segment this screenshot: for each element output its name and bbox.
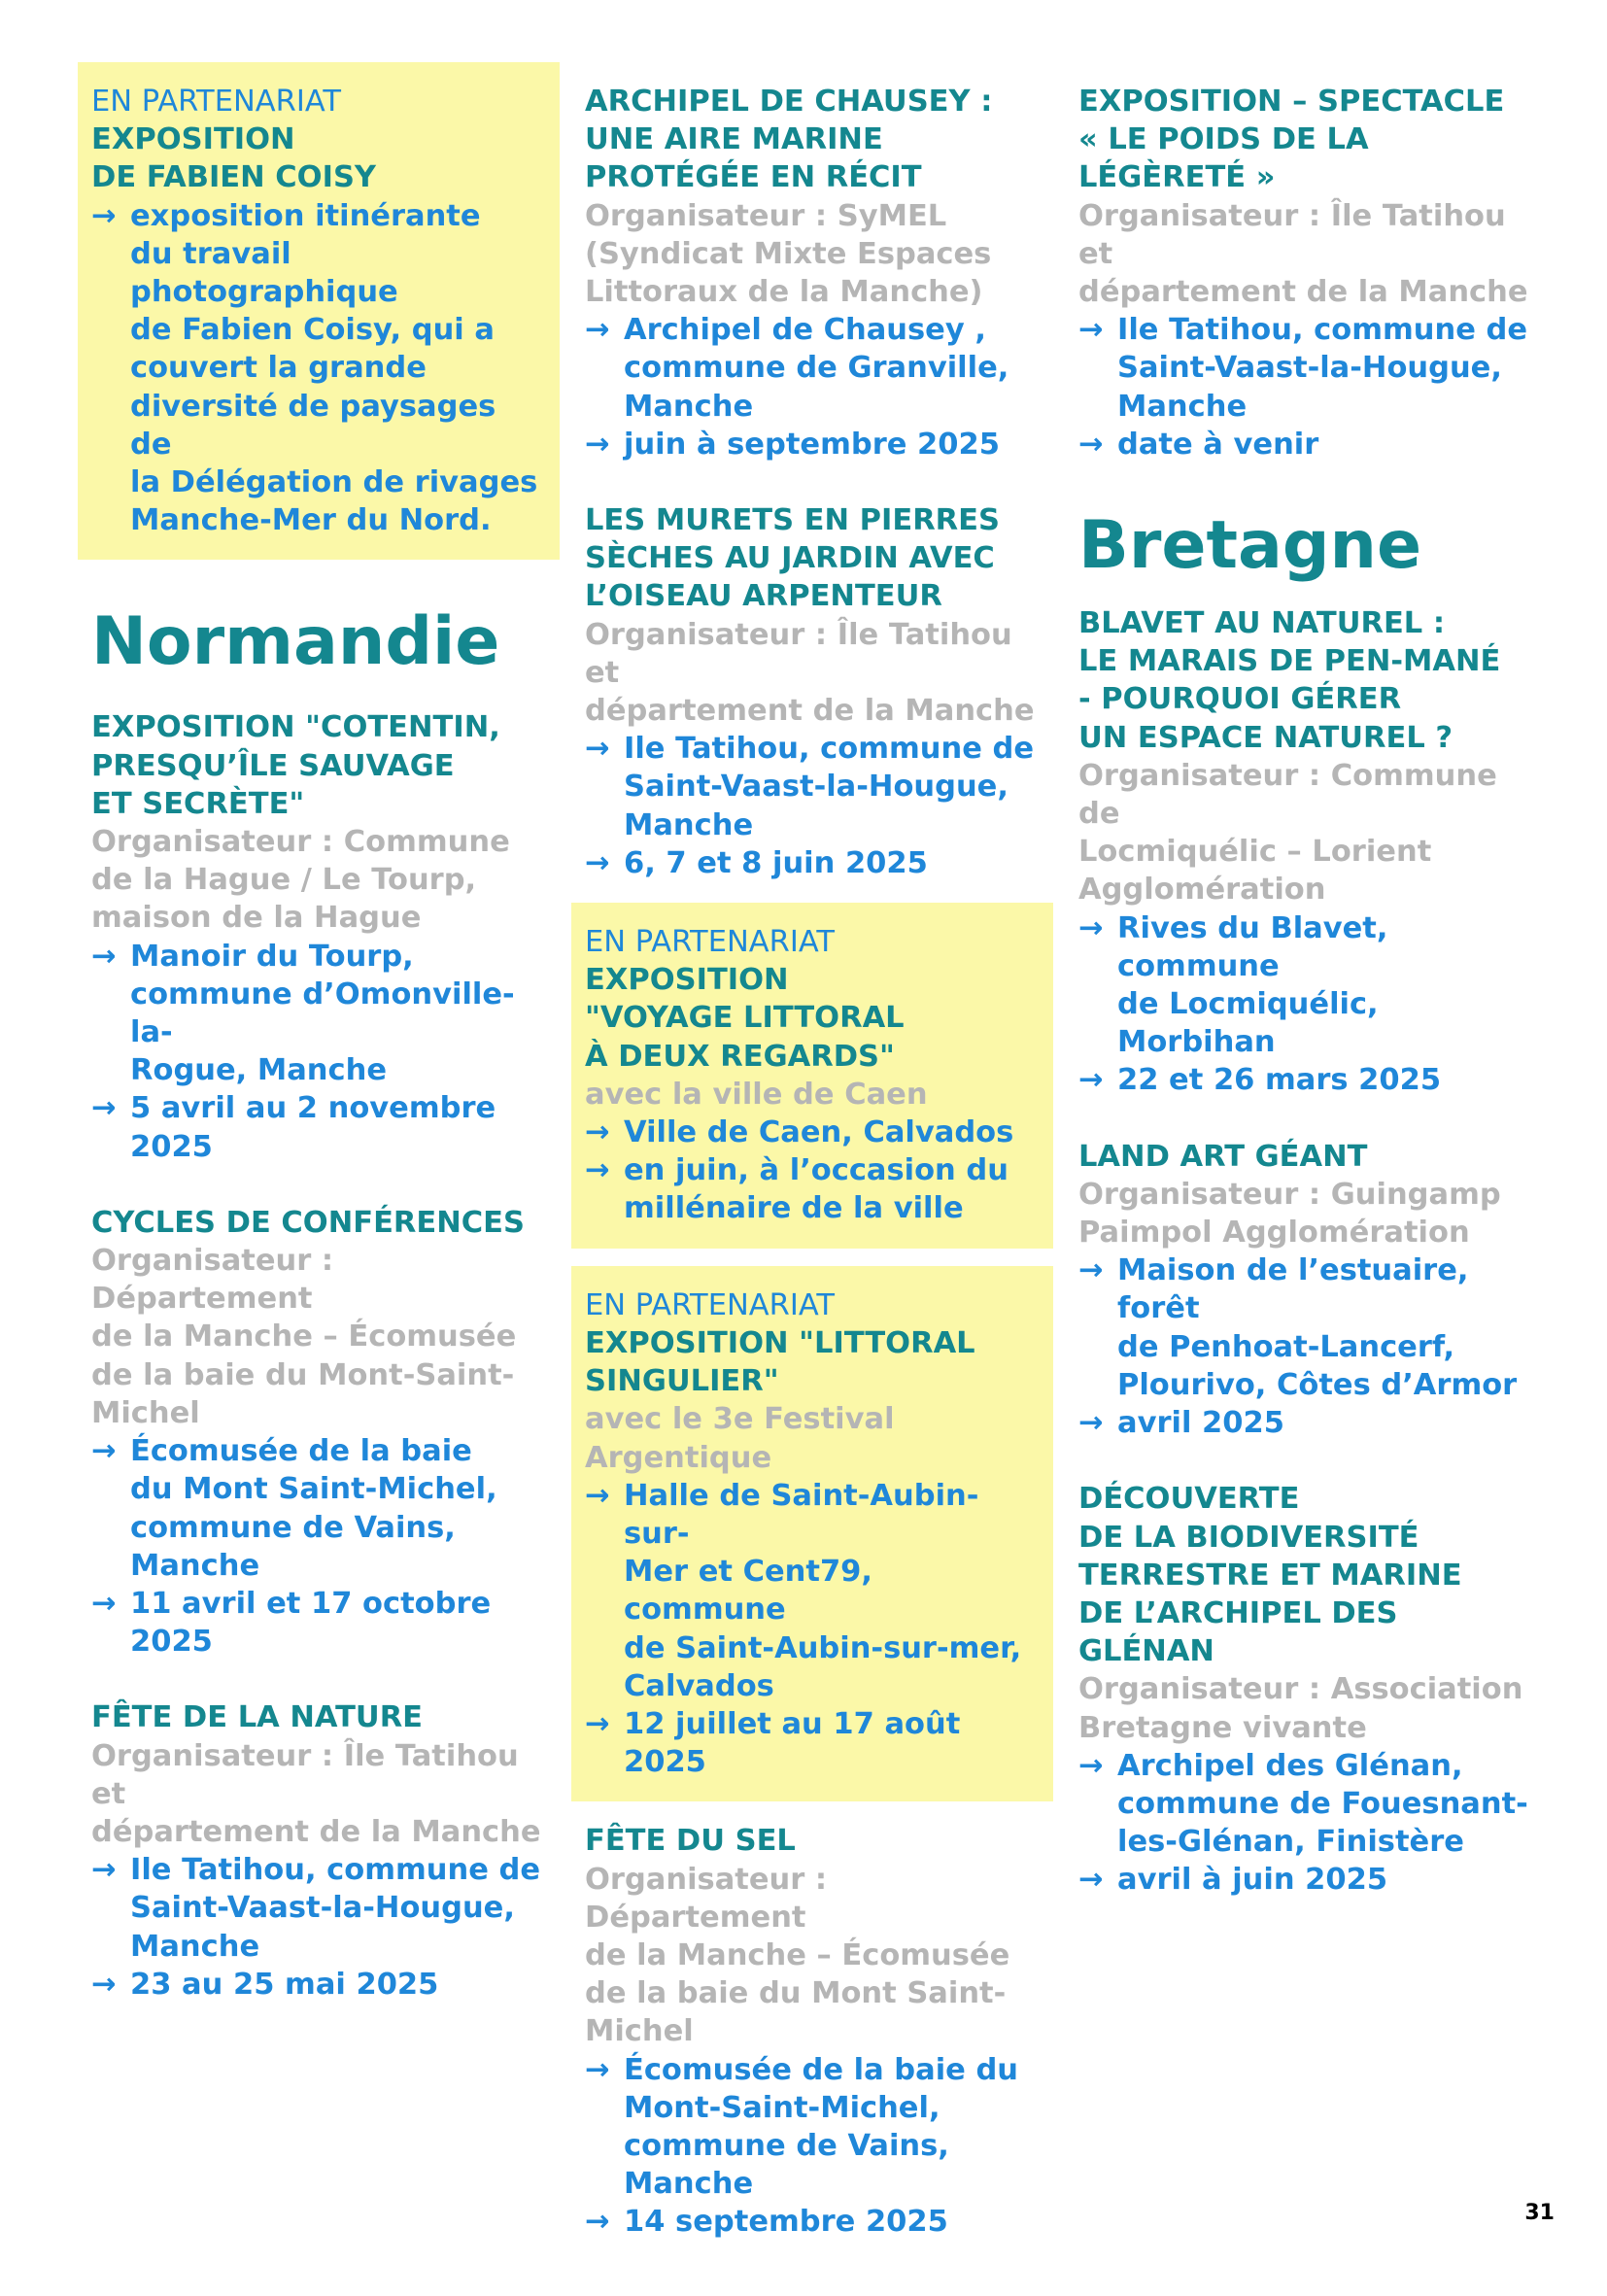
date-bullet	[585, 426, 1040, 463]
date-line: millénaire de la ville	[624, 1191, 964, 1226]
date-bullet	[585, 2203, 1040, 2241]
event-title: TERRESTRE ET MARINE	[1078, 1558, 1462, 1593]
date-line: 23 au 25 mai 2025	[130, 1967, 439, 2002]
arrow-right-icon: →	[585, 2052, 610, 2087]
event-title: ARCHIPEL DE CHAUSEY :	[585, 85, 993, 119]
event-title: UNE AIRE MARINE	[585, 122, 883, 157]
arrow-right-icon: →	[1078, 1748, 1104, 1783]
location-line: Mer et Cent79, commune	[624, 1555, 872, 1628]
event-block	[1065, 62, 1547, 463]
location-line: commune de Vains,	[624, 2128, 949, 2163]
location-bullet	[585, 730, 1040, 844]
description-line: la Délégation de rivages	[130, 465, 538, 500]
event-title: DE LA BIODIVERSITÉ	[1078, 1520, 1419, 1555]
event-title: DÉCOUVERTE	[1078, 1482, 1300, 1517]
location-line: Ville de Caen, Calvados	[624, 1115, 1014, 1150]
organizer-line: Littoraux de la Manche)	[585, 275, 983, 310]
event-block	[1065, 1138, 1547, 1443]
event-title: DE L’ARCHIPEL DES	[1078, 1595, 1398, 1630]
organizer-line: département de la Manche	[585, 694, 1035, 729]
organizer-line: de la Hague / Le Tourp,	[91, 863, 477, 898]
date-bullet	[91, 1089, 546, 1165]
left-column	[78, 62, 560, 2004]
date-bullet	[1078, 1404, 1533, 1442]
arrow-right-icon: →	[1078, 1063, 1104, 1098]
event-title: EXPOSITION	[585, 963, 789, 998]
date-line: 2025	[130, 1129, 213, 1164]
organizer-line: département de la Manche	[1078, 275, 1528, 310]
date-bullet	[1078, 426, 1533, 463]
event-title: SÈCHES AU JARDIN AVEC	[585, 541, 995, 576]
location-line: Saint-Vaast-la-Hougue,	[130, 1891, 515, 1926]
arrow-right-icon: →	[585, 1115, 610, 1150]
organizer-line: Paimpol Agglomération	[1078, 1216, 1470, 1251]
arrow-right-icon: →	[585, 1478, 610, 1513]
event-block	[571, 62, 1053, 463]
organizer-line: Bretagne vivante	[1078, 1710, 1367, 1745]
event-title: GLÉNAN	[1078, 1634, 1214, 1669]
partner-exhibition-block	[78, 62, 560, 560]
event-title: « LE POIDS DE LA	[1078, 122, 1369, 157]
location-bullet	[585, 311, 1040, 426]
location-line: Ile Tatihou, commune de	[130, 1853, 541, 1888]
location-line: Ile Tatihou, commune de	[624, 732, 1035, 767]
location-line: Archipel des Glénan,	[1117, 1748, 1463, 1783]
arrow-right-icon: →	[91, 198, 117, 233]
location-line: les-Glénan, Finistère	[1117, 1825, 1464, 1860]
location-line: Plourivo, Côtes d’Armor	[1117, 1367, 1518, 1402]
location-line: Halle de Saint-Aubin-sur-	[624, 1478, 979, 1551]
location-line: Ile Tatihou, commune de	[1117, 313, 1528, 348]
location-line: Manoir du Tourp,	[130, 939, 414, 974]
arrow-right-icon: →	[91, 1853, 117, 1888]
date-line: avril à juin 2025	[1117, 1863, 1388, 1898]
date-bullet	[585, 1151, 1040, 1227]
description-line: diversité de paysages de	[130, 389, 496, 462]
event-title: À DEUX REGARDS"	[585, 1039, 895, 1074]
date-line: juin à septembre 2025	[624, 427, 1000, 462]
organizer-line: Organisateur : Île Tatihou et	[1078, 198, 1506, 271]
date-line: avril 2025	[1117, 1406, 1284, 1441]
event-block	[1065, 604, 1547, 1100]
event-title: UN ESPACE NATUREL ?	[1078, 720, 1453, 755]
location-bullet	[585, 2051, 1040, 2204]
description-line: de Fabien Coisy, qui a	[130, 313, 495, 348]
organizer-line: département de la Manche	[91, 1814, 541, 1849]
organizer-line: Michel	[91, 1395, 200, 1430]
date-line: en juin, à l’occasion du	[624, 1153, 1009, 1188]
location-line: Calvados	[624, 1668, 774, 1703]
middle-column	[571, 62, 1053, 2242]
location-bullet	[585, 1477, 1040, 1705]
event-title: "VOYAGE LITTORAL	[585, 1001, 905, 1036]
arrow-right-icon: →	[91, 1586, 117, 1621]
event-title: ET SECRÈTE"	[91, 786, 305, 821]
arrow-right-icon: →	[1078, 1863, 1104, 1898]
location-line: Saint-Vaast-la-Hougue,	[1117, 351, 1502, 386]
location-bullet	[585, 1114, 1040, 1151]
arrow-right-icon: →	[585, 845, 610, 880]
event-title: FÊTE DE LA NATURE	[91, 1700, 424, 1735]
organizer-line: Organisateur : SyMEL	[585, 198, 947, 233]
event-description	[91, 197, 546, 540]
location-bullet	[91, 1432, 546, 1585]
date-bullet	[585, 1705, 1040, 1781]
event-title: PROTÉGÉE EN RÉCIT	[585, 160, 922, 195]
event-title: BLAVET AU NATUREL :	[1078, 606, 1446, 641]
event-block	[78, 1698, 560, 2004]
location-line: commune de Fouesnant-	[1117, 1786, 1528, 1821]
date-line: 22 et 26 mars 2025	[1117, 1063, 1442, 1098]
organizer-line: (Syndicat Mixte Espaces	[585, 236, 992, 271]
arrow-right-icon: →	[585, 1706, 610, 1741]
location-line: Mont-Saint-Michel,	[624, 2090, 940, 2125]
location-bullet	[1078, 1251, 1533, 1404]
organizer-line: avec la ville de Caen	[585, 1077, 928, 1112]
arrow-right-icon: →	[91, 1091, 117, 1126]
location-line: Rives du Blavet, commune	[1117, 910, 1388, 983]
location-line: Manche	[130, 1929, 260, 1964]
organizer-line: Organisateur : Guingamp	[1078, 1177, 1501, 1212]
date-line: 14 septembre 2025	[624, 2205, 948, 2240]
region-heading-normandie: Normandie	[91, 603, 500, 681]
location-line: de Penhoat-Lancerf,	[1117, 1329, 1455, 1364]
date-bullet	[585, 844, 1040, 882]
organizer-line: de la baie du Mont Saint-	[585, 1976, 1007, 2011]
arrow-right-icon: →	[91, 1967, 117, 2002]
organizer-line: Organisateur : Île Tatihou et	[91, 1738, 519, 1811]
date-line: 5 avril au 2 novembre	[130, 1091, 496, 1126]
location-line: de Saint-Aubin-sur-mer,	[624, 1630, 1022, 1665]
organizer-line: de la Manche – Écomusée	[91, 1319, 517, 1354]
organizer-line: de la Manche – Écomusée	[585, 1937, 1010, 1972]
organizer-line: Organisateur : Département	[91, 1244, 334, 1317]
partner-label: EN PARTENARIAT	[585, 925, 835, 960]
organizer-line: Organisateur : Commune de	[1078, 758, 1497, 832]
description-line: exposition itinérante	[130, 198, 481, 233]
event-title: LE MARAIS DE PEN-MANÉ	[1078, 644, 1501, 679]
date-line: 11 avril et 17 octobre 2025	[130, 1586, 492, 1660]
event-title: EXPOSITION	[91, 122, 295, 157]
region-heading-bretagne: Bretagne	[1078, 507, 1422, 585]
event-title: LAND ART GÉANT	[1078, 1139, 1368, 1174]
event-title: EXPOSITION "COTENTIN,	[91, 710, 500, 745]
arrow-right-icon: →	[585, 1153, 610, 1188]
location-bullet	[91, 1851, 546, 1966]
event-title: SINGULIER"	[585, 1364, 779, 1399]
event-title: LÉGÈRETÉ »	[1078, 160, 1276, 195]
organizer-line: Locmiquélic – Lorient	[1078, 835, 1432, 870]
arrow-right-icon: →	[1078, 313, 1104, 348]
date-bullet	[91, 1585, 546, 1661]
date-line: 6, 7 et 8 juin 2025	[624, 845, 928, 880]
location-line: Rogue, Manche	[130, 1053, 388, 1088]
event-block	[1065, 1480, 1547, 1899]
arrow-right-icon: →	[91, 1434, 117, 1469]
event-block	[78, 1204, 560, 1661]
organizer-line: Organisateur : Association	[1078, 1672, 1523, 1707]
event-title: L’OISEAU ARPENTEUR	[585, 579, 942, 614]
arrow-right-icon: →	[585, 427, 610, 462]
description-line: Manche-Mer du Nord.	[130, 503, 492, 538]
location-line: commune d’Omonville-la-	[130, 977, 515, 1050]
organizer-line: Organisateur : Département	[585, 1862, 828, 1935]
location-line: Maison de l’estuaire, forêt	[1117, 1253, 1469, 1326]
event-title: - POURQUOI GÉRER	[1078, 682, 1402, 717]
page-number: 31	[1524, 2201, 1555, 2225]
arrow-right-icon: →	[585, 2205, 610, 2240]
location-line: Manche	[624, 807, 754, 842]
organizer-line: Organisateur : Commune	[91, 825, 510, 860]
date-bullet	[91, 1966, 546, 2004]
event-title: LES MURETS EN PIERRES	[585, 503, 1000, 538]
organizer-line: avec le 3e Festival	[585, 1402, 895, 1437]
description-line: couvert la grande	[130, 351, 427, 386]
event-block	[78, 708, 560, 1165]
arrow-right-icon: →	[1078, 1253, 1104, 1288]
partner-label: EN PARTENARIAT	[91, 85, 341, 119]
arrow-right-icon: →	[1078, 427, 1104, 462]
location-line: Saint-Vaast-la-Hougue,	[624, 770, 1009, 805]
organizer-line: de la baie du Mont-Saint-	[91, 1357, 515, 1392]
location-bullet	[91, 938, 546, 1090]
organizer-line: Organisateur : Île Tatihou et	[585, 617, 1012, 690]
date-bullet	[1078, 1061, 1533, 1099]
organizer-line: maison de la Hague	[91, 901, 422, 936]
partner-exhibition-block	[571, 1266, 1053, 1802]
location-line: commune de Granville,	[624, 351, 1009, 386]
partner-exhibition-block	[571, 903, 1053, 1249]
location-line: Manche	[1117, 389, 1248, 424]
event-title: CYCLES DE CONFÉRENCES	[91, 1205, 525, 1240]
arrow-right-icon: →	[1078, 910, 1104, 945]
description-line: du travail photographique	[130, 236, 398, 310]
date-bullet	[1078, 1861, 1533, 1899]
location-line: Écomusée de la baie du	[624, 2052, 1019, 2087]
event-title: PRESQU’ÎLE SAUVAGE	[91, 748, 455, 783]
date-line: 12 juillet au 17 août 2025	[624, 1706, 961, 1780]
organizer-line: Agglomération	[1078, 873, 1326, 908]
location-bullet	[1078, 1747, 1533, 1862]
right-column	[1065, 62, 1547, 1900]
organizer-line: Michel	[585, 2014, 694, 2049]
location-line: Manche	[624, 389, 754, 424]
date-line: date à venir	[1117, 427, 1319, 462]
location-line: commune de Vains,	[130, 1510, 456, 1545]
location-line: de Locmiquélic, Morbihan	[1117, 987, 1379, 1060]
event-title: FÊTE DU SEL	[585, 1824, 796, 1859]
location-line: Écomusée de la baie	[130, 1434, 472, 1469]
event-title: EXPOSITION "LITTORAL	[585, 1325, 975, 1360]
location-line: Manche	[624, 2167, 754, 2202]
location-bullet	[1078, 909, 1533, 1062]
event-title: EXPOSITION – SPECTACLE	[1078, 85, 1505, 119]
event-block	[571, 1801, 1053, 2241]
organizer-line: Argentique	[585, 1440, 772, 1475]
arrow-right-icon: →	[585, 732, 610, 767]
event-block	[571, 501, 1053, 903]
arrow-right-icon: →	[1078, 1406, 1104, 1441]
event-title: DE FABIEN COISY	[91, 160, 376, 195]
arrow-right-icon: →	[91, 939, 117, 974]
location-line: Manche	[130, 1548, 260, 1583]
partner-label: EN PARTENARIAT	[585, 1287, 835, 1322]
location-line: du Mont Saint-Michel,	[130, 1472, 497, 1507]
location-bullet	[1078, 311, 1533, 426]
location-line: Archipel de Chausey ,	[624, 313, 986, 348]
arrow-right-icon: →	[585, 313, 610, 348]
